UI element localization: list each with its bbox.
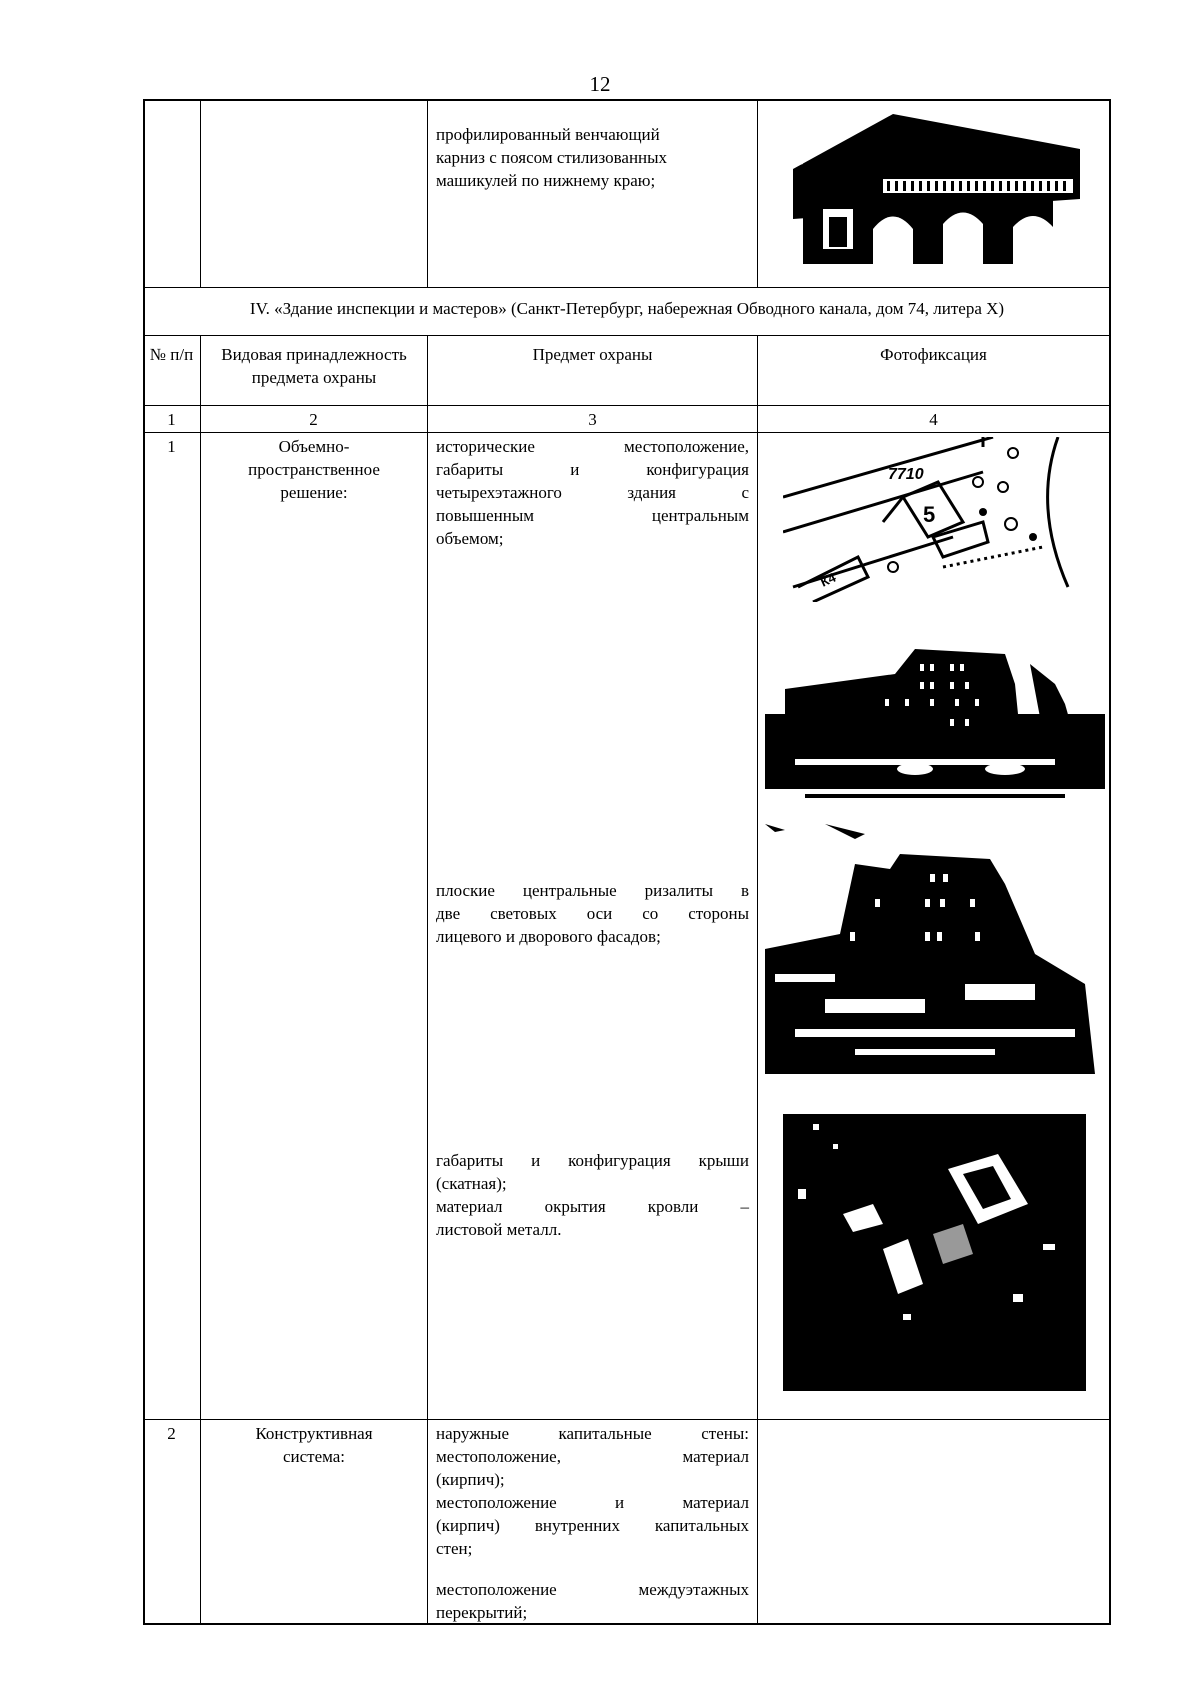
- courtyard-facade-photo: [765, 824, 1105, 1079]
- subject-cornice: [436, 123, 749, 192]
- subject-block: [436, 879, 749, 948]
- text-line: плоские центральные ризалиты в: [436, 881, 749, 900]
- text-line: наружные капитальные стены:: [436, 1424, 749, 1443]
- text-line: (кирпич) внутренних капитальных: [436, 1516, 749, 1535]
- subject-block: [436, 1422, 749, 1560]
- subject-block: [436, 1578, 749, 1624]
- map-building-label: 5: [923, 502, 936, 527]
- row-number: 1: [167, 437, 176, 456]
- text-line: листовой металл.: [436, 1220, 562, 1239]
- header-subject: Предмет охраны: [532, 345, 653, 364]
- header-number: № п/п: [149, 345, 194, 364]
- column-number-2: 2: [309, 410, 318, 429]
- text-line: местоположение, материал: [436, 1447, 749, 1466]
- protection-table: [143, 99, 1111, 1625]
- subject-block: [436, 1149, 749, 1241]
- column-number-4: 4: [929, 410, 938, 429]
- row-number: 2: [167, 1424, 176, 1443]
- text-line: перекрытий;: [436, 1603, 528, 1622]
- text-line: материал окрытия кровли –: [436, 1197, 749, 1216]
- text-line: исторические местоположение,: [436, 437, 749, 456]
- aerial-roof-photo: [783, 1114, 1086, 1391]
- text-line: лицевого и дворового фасадов;: [436, 927, 661, 946]
- text-line: габариты и конфигурация крыши: [436, 1151, 749, 1170]
- column-number-1: 1: [167, 410, 176, 429]
- text-line: карниз с поясом стилизованных: [436, 148, 668, 167]
- cornice-photo: [783, 109, 1080, 264]
- text-line: объемом;: [436, 529, 504, 548]
- text-line: местоположение междуэтажных: [436, 1580, 749, 1599]
- subject-block: [436, 435, 749, 550]
- text-line: повышенным центральным: [436, 506, 749, 525]
- text-line: (скатная);: [436, 1174, 507, 1193]
- street-facade-photo: [765, 644, 1105, 807]
- text-line: (кирпич);: [436, 1470, 505, 1489]
- text-line: стен;: [436, 1539, 473, 1558]
- column-number-3: 3: [588, 410, 597, 429]
- site-map: [783, 437, 1080, 602]
- section-title: IV. «Здание инспекции и мастеров» (Санкт-Петербург, набережная Обводного канала, дом 74, литера Х): [249, 299, 1005, 318]
- map-plot-label: 7710: [888, 466, 924, 483]
- text-line: две световых оси со стороны: [436, 904, 749, 923]
- header-photo: Фотофиксация: [880, 345, 987, 364]
- text-line: машикулей по нижнему краю;: [436, 171, 656, 190]
- row-type: Объемно-пространственное решение:: [248, 437, 380, 502]
- page-number: 12: [589, 72, 611, 96]
- header-type: Видовая принадлежность предмета охраны: [221, 345, 407, 387]
- map-letter-label: К4: [817, 569, 839, 590]
- row-type: Конструктивная система:: [255, 1424, 373, 1466]
- text-line: четырехэтажного здания с: [436, 483, 749, 502]
- text-line: профилированный венчающий: [436, 125, 660, 144]
- text-line: габариты и конфигурация: [436, 460, 749, 479]
- text-line: местоположение и материал: [436, 1493, 749, 1512]
